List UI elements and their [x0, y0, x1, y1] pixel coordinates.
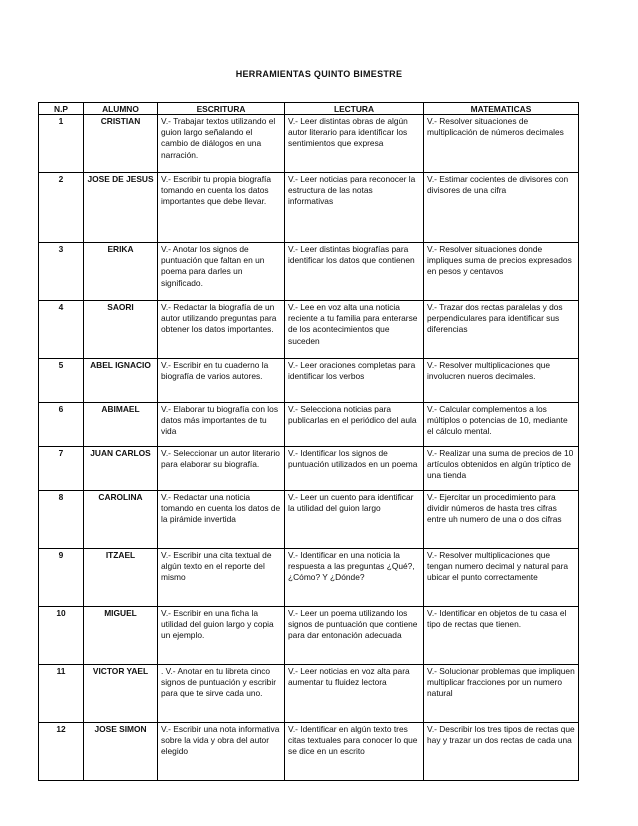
table-row	[39, 549, 579, 607]
table-row	[39, 115, 579, 173]
cell-matematicas: V.- Resolver multiplicaciones que involucren nueros decimales.	[424, 359, 579, 403]
table-row	[39, 447, 579, 491]
cell-escritura: V.- Anotar los signos de puntuación que faltan en un poema para darles un significado.	[158, 243, 285, 301]
cell-escritura: V.- Elaborar tu biografía con los datos más importantes de tu vida	[158, 403, 285, 447]
cell-escritura: . V.- Anotar en tu libreta cinco signos de puntuación y escribir para que te sirve cada uno.	[158, 665, 285, 723]
cell-np: 12	[39, 723, 84, 781]
cell-lectura: V.- Leer distintas obras de algún autor literario para identificar los sentimientos que expresa	[285, 115, 424, 173]
table-row	[39, 607, 579, 665]
cell-escritura: V.- Escribir tu propia biografía tomando en cuenta los datos importantes que debe llevar.	[158, 173, 285, 243]
cell-lectura: V.- Leer distintas biografías para identificar los datos que contienen	[285, 243, 424, 301]
table-row	[39, 359, 579, 403]
cell-alumno: CRISTIAN	[84, 115, 158, 173]
cell-lectura: V.- Leer noticias en voz alta para aumentar tu fluidez lectora	[285, 665, 424, 723]
cell-alumno: JOSE DE JESUS	[84, 173, 158, 243]
cell-alumno: ITZAEL	[84, 549, 158, 607]
tools-table	[38, 102, 579, 781]
cell-np: 10	[39, 607, 84, 665]
cell-matematicas: V.- Trazar dos rectas paralelas y dos perpendiculares para identificar sus diferencias	[424, 301, 579, 359]
cell-alumno: ERIKA	[84, 243, 158, 301]
cell-escritura: V.- Escribir en tu cuaderno la biografía de varios autores.	[158, 359, 285, 403]
cell-alumno: JOSE SIMON	[84, 723, 158, 781]
table-row	[39, 723, 579, 781]
cell-np: 5	[39, 359, 84, 403]
table-row	[39, 173, 579, 243]
cell-np: 11	[39, 665, 84, 723]
cell-alumno: ABEL IGNACIO	[84, 359, 158, 403]
table-row	[39, 243, 579, 301]
header-np: N.P	[39, 103, 84, 115]
cell-matematicas: V.- Resolver situaciones donde impliques suma de precios expresados en pesos y centavos	[424, 243, 579, 301]
cell-lectura: V.- Identificar en una noticia la respuesta a las preguntas ¿Qué?, ¿Cómo? Y ¿Dónde?	[285, 549, 424, 607]
header-escritura: ESCRITURA	[158, 103, 285, 115]
cell-matematicas: V.- Estimar cocientes de divisores con divisores de una cifra	[424, 173, 579, 243]
cell-escritura: V.- Escribir una cita textual de algún texto en el reporte del mismo	[158, 549, 285, 607]
cell-lectura: V.- Leer oraciones completas para identificar los verbos	[285, 359, 424, 403]
header-matematicas: MATEMATICAS	[424, 103, 579, 115]
cell-np: 3	[39, 243, 84, 301]
table-row	[39, 403, 579, 447]
cell-np: 4	[39, 301, 84, 359]
table-body	[39, 115, 579, 781]
table-row	[39, 665, 579, 723]
cell-matematicas: V.- Solucionar problemas que impliquen multiplicar fracciones por un numero natural	[424, 665, 579, 723]
cell-lectura: V.- Identificar los signos de puntuación utilizados en un poema	[285, 447, 424, 491]
cell-lectura: V.- Identificar en algún texto tres citas textuales para conocer lo que se dice en un escrito	[285, 723, 424, 781]
cell-np: 8	[39, 491, 84, 549]
cell-escritura: V.- Redactar una noticia tomando en cuenta los datos de la pirámide invertida	[158, 491, 285, 549]
cell-np: 1	[39, 115, 84, 173]
cell-np: 2	[39, 173, 84, 243]
document-title: HERRAMIENTAS QUINTO BIMESTRE	[235, 69, 403, 79]
cell-matematicas: V.- Resolver situaciones de multiplicación de números decimales	[424, 115, 579, 173]
cell-alumno: VICTOR YAEL	[84, 665, 158, 723]
cell-alumno: SAORI	[84, 301, 158, 359]
cell-alumno: ABIMAEL	[84, 403, 158, 447]
header-lectura: LECTURA	[285, 103, 424, 115]
cell-matematicas: V.- Identificar en objetos de tu casa el tipo de rectas que tienen.	[424, 607, 579, 665]
cell-np: 9	[39, 549, 84, 607]
cell-escritura: V.- Escribir una nota informativa sobre la vida y obra del autor elegido	[158, 723, 285, 781]
cell-alumno: MIGUEL	[84, 607, 158, 665]
table-row	[39, 491, 579, 549]
cell-lectura: V.- Leer un cuento para identificar la utilidad del guion largo	[285, 491, 424, 549]
cell-escritura: V.- Trabajar textos utilizando el guion largo señalando el cambio de diálogos en una narración.	[158, 115, 285, 173]
cell-matematicas: V.- Describir los tres tipos de rectas que hay y trazar un dos rectas de cada una	[424, 723, 579, 781]
cell-alumno: CAROLINA	[84, 491, 158, 549]
table-row	[39, 301, 579, 359]
cell-lectura: V.- Leer un poema utilizando los signos de puntuación que contiene para dar entonación adecuada	[285, 607, 424, 665]
cell-escritura: V.- Redactar la biografía de un autor utilizando preguntas para obtener los datos importantes.	[158, 301, 285, 359]
cell-matematicas: V.- Ejercitar un procedimiento para dividir números de hasta tres cifras entre uh numero de una o dos cifras	[424, 491, 579, 549]
cell-matematicas: V.- Resolver multiplicaciones que tengan numero decimal y natural para ubicar el punto correctamente	[424, 549, 579, 607]
header-alumno: ALUMNO	[84, 103, 158, 115]
cell-matematicas: V.- Realizar una suma de precios de 10 artículos obtenidos en algún tríptico de una tienda	[424, 447, 579, 491]
cell-escritura: V.- Escribir en una ficha la utilidad del guion largo y copia un ejemplo.	[158, 607, 285, 665]
cell-lectura: V.- Lee en voz alta una noticia reciente a tu familia para enterarse de los acontecimientos que suceden	[285, 301, 424, 359]
table-header-row	[39, 103, 579, 115]
cell-matematicas: V.- Calcular complementos a los múltiplos o potencias de 10, mediante el cálculo mental.	[424, 403, 579, 447]
cell-lectura: V.- Leer noticias para reconocer la estructura de las notas informativas	[285, 173, 424, 243]
cell-lectura: V.- Selecciona noticias para publicarlas en el periódico del aula	[285, 403, 424, 447]
cell-np: 6	[39, 403, 84, 447]
cell-alumno: JUAN CARLOS	[84, 447, 158, 491]
cell-np: 7	[39, 447, 84, 491]
cell-escritura: V.- Seleccionar un autor literario para elaborar su biografía.	[158, 447, 285, 491]
